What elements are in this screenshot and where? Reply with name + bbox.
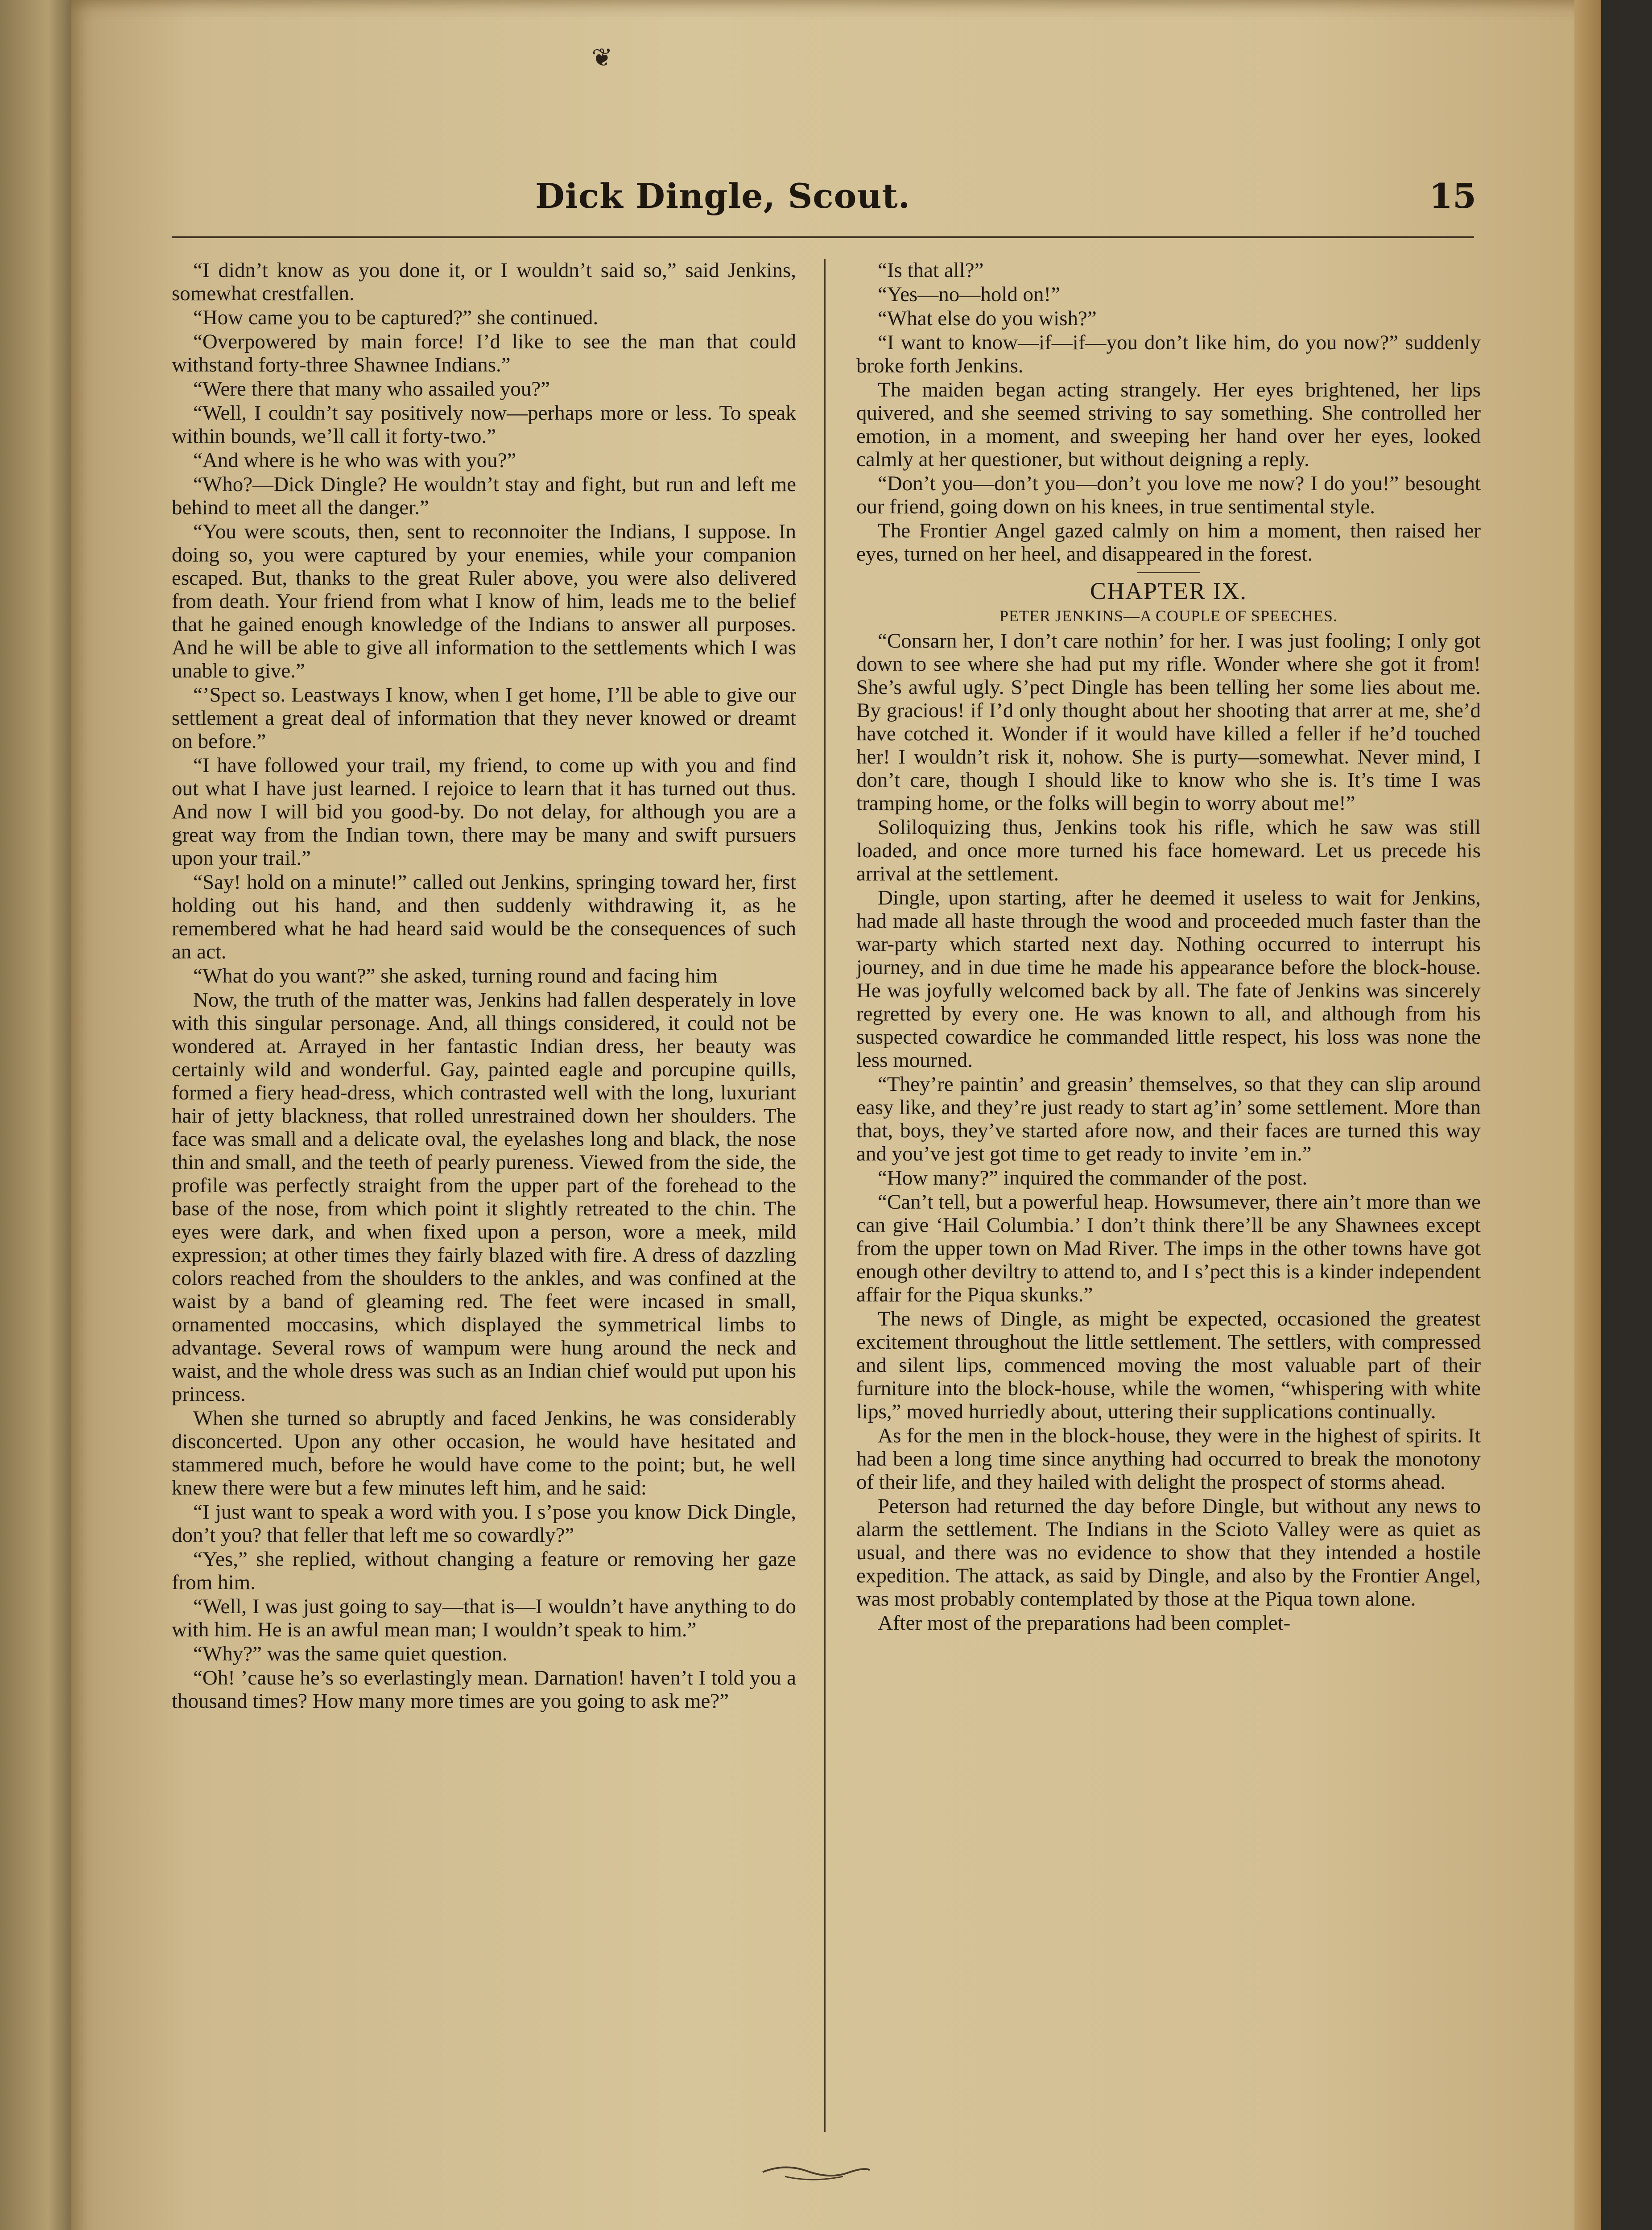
facing-page-edge (0, 0, 80, 2230)
paragraph: “I want to know—if—if—you don’t like him, do you now?” suddenly broke forth Jenkins. (856, 331, 1481, 377)
paragraph: “How many?” inquired the commander of the post. (878, 1166, 1308, 1189)
paragraph: “And where is he who was with you?” (193, 449, 516, 472)
paragraph: “I have followed your trail, my friend, to come up with you and find out what I have just learned. I rejoice to learn that it has turned out thus. And now I will bid you good-by. Do not delay, for although you are a great way from the Indian town, there may be many and swift pursuers upon your trail.” (172, 754, 796, 870)
paragraph: “Can’t tell, but a powerful heap. Howsumever, there ain’t more than we can give ‘Hail Columbia.’ I don’t think there’ll be any Shawnees except from the upper town on Mad River. The imps in the other towns have got enough other deviltry to attend to, and I s’pect this is a kinder independent affair for the Piqua skunks.” (856, 1190, 1481, 1306)
paragraph: The Frontier Angel gazed calmly on him a moment, then raised her eyes, turned on her heel, and disappeared in the forest. (856, 519, 1481, 566)
paragraph: “Overpowered by main force! I’d like to see the man that could withstand forty-three Shawnee Indians.” (172, 330, 796, 376)
paragraph: “Why?” was the same quiet question. (193, 1642, 508, 1665)
paragraph: When she turned so abruptly and faced Jenkins, he was considerably disconcerted. Upon any other occasion, he would have hesitated and stammered much, before he would have come to the point; but, he well knew there were but a few minutes left him, and he said: (172, 1407, 796, 1499)
page-trim-edge (1574, 0, 1601, 2230)
paragraph: Dingle, upon starting, after he deemed it useless to wait for Jenkins, had made all haste through the wood and proceeded much faster than the war-party which started next day. Nothing occurred to interrupt his journey, and in due time he made his appearance before the block-house. He was joyfully welcomed back by all. The fate of Jenkins was sincerely regretted by every one. He was known to all, and although from his suspected cowardice he commanded little respect, his loss was none the less mourned. (856, 886, 1481, 1072)
paragraph: “Well, I couldn’t say positively now—perhaps more or less. To speak within bounds, we’ll call it forty-two.” (172, 401, 796, 448)
top-ornament-icon: ❦ (591, 44, 613, 72)
paragraph: “I didn’t know as you done it, or I wouldn’t said so,” said Jenkins, somewhat crestfallen. (172, 259, 796, 305)
chapter-rule (1137, 572, 1200, 573)
paragraph: “What do you want?” she asked, turning round and facing him (193, 964, 718, 987)
paragraph: “’Spect so. Leastways I know, when I get home, I’ll be able to give our settlement a great deal of information that they never knowed or dreamt on before.” (172, 683, 796, 753)
column-divider (824, 259, 826, 2132)
paragraph: “Say! hold on a minute!” called out Jenkins, springing toward her, first holding out his hand, and then suddenly withdrawing it, as he remembered what he had heard said would be the consequences of such an act. (172, 871, 796, 963)
paragraph: Soliloquizing thus, Jenkins took his rifle, which he saw was still loaded, and once more turned his face homeward. Let us precede his arrival at the settlement. (856, 816, 1481, 885)
printer-mark-icon (758, 2159, 874, 2185)
paragraph: “Were there that many who assailed you?” (193, 377, 550, 401)
paragraph: “Don’t you—don’t you—don’t you love me now? I do you!” besought our friend, going down on his knees, in true sentimental style. (856, 472, 1481, 518)
running-title: Dick Dingle, Scout. (535, 176, 911, 216)
paragraph: Now, the truth of the matter was, Jenkins had fallen desperately in love with this singular personage. And, all things considered, it could not be wondered at. Arrayed in her fantastic Indian dress, her beauty was certainly wild and wonderful. Gay, painted eagle and porcupine quills, formed a fiery head-dress, which contrasted well with the long, luxuriant hair of jetty blackness, that rolled unrestrained down her shoulders. The face was small and a delicate oval, the eyelashes long and black, the nose thin and small, and the teeth of pearly pureness. Viewed from the side, the profile was perfectly straight from the upper part of the forehead to the base of the nose, from which point it slightly retreated to the chin. The eyes were dark, and when fixed upon a person, wore a meek, mild expression; at other times they fairly blazed with fire. A dress of dazzling colors reached from the shoulders to the ankles, and was confined at the waist by a band of gleaming red. The feet were incased in small, ornamented moccasins, which displayed the symmetrical limbs to advantage. Several rows of wampum were hung around the neck and waist, and the whole dress was such as an Indian chief would put upon his princess. (172, 988, 796, 1406)
paragraph: “They’re paintin’ and greasin’ themselves, so that they can slip around easy like, and they’re just ready to start ag’in’ some settlement. More than that, boys, they’ve started afore now, and their faces are turned this way and you’ve jest got time to get ready to invite ’em in.” (856, 1073, 1481, 1165)
right-column (856, 259, 1481, 2141)
header-rule (172, 236, 1474, 238)
left-column (172, 259, 796, 2141)
paragraph: “I just want to speak a word with you. I s’pose you know Dick Dingle, don’t you? that feller that left me so cowardly?” (172, 1500, 796, 1547)
paragraph: “Who?—Dick Dingle? He wouldn’t stay and fight, but run and left me behind to meet all the danger.” (172, 473, 796, 519)
paragraph: “Oh! ’cause he’s so everlastingly mean. Darnation! haven’t I told you a thousand times? How many more times are you going to ask me?” (172, 1666, 796, 1713)
paragraph: “What else do you wish?” (878, 307, 1097, 330)
paragraph: The news of Dingle, as might be expected, occasioned the greatest excitement throughout the little settlement. The settlers, with compressed and silent lips, commenced moving the most valuable part of their furniture into the block-house, while the women, “whispering with white lips,” moved hurriedly about, uttering their supplications continually. (856, 1307, 1481, 1423)
paragraph: The maiden began acting strangely. Her eyes brightened, her lips quivered, and she seemed striving to say something. She controlled her emotion, in a moment, and sweeping her hand over her eyes, looked calmly at her questioner, but without deigning a reply. (856, 378, 1481, 471)
chapter-heading: CHAPTER IX. (1090, 578, 1247, 604)
paragraph: As for the men in the block-house, they were in the highest of spirits. It had been a long time since anything had occurred to break the monotony of their life, and they hailed with delight the prospect of storms ahead. (856, 1424, 1481, 1494)
paragraph: “Well, I was just going to say—that is—I wouldn’t have anything to do with him. He is an awful mean man; I wouldn’t speak to him.” (172, 1595, 796, 1641)
paragraph: “Yes—no—hold on!” (878, 283, 1061, 306)
page-number: 15 (1429, 176, 1476, 216)
paragraph: Peterson had returned the day before Dingle, but without any news to alarm the settlement. The Indians in the Scioto Valley were as quiet as usual, and there was no evidence to show that they intended a hostile expedition. The attack, as said by Dingle, and also by the Frontier Angel, was most probably contemplated by those at the Piqua town alone. (856, 1495, 1481, 1611)
chapter-subtitle: PETER JENKINS—A COUPLE OF SPEECHES. (999, 607, 1338, 625)
paragraph: “Yes,” she replied, without changing a feature or removing her gaze from him. (172, 1548, 796, 1594)
paragraph: “How came you to be captured?” she continued. (193, 306, 599, 329)
paragraph: After most of the preparations had been complet- (878, 1611, 1291, 1635)
paragraph: “Consarn her, I don’t care nothin’ for her. I was just fooling; I only got down to see where she had put my rifle. Wonder where she got it from! She’s awful ugly. S’pect Dingle has been telling her some lies about me. By gracious! if I’d only thought about her shooting that arrer at me, she’d have cotched it. Wonder if it would have killed a feller if he’d touched her! I wouldn’t risk it, nohow. She is purty—somewhat. Never mind, I don’t care, though I should like to know who she is. It’s time I was tramping home, or the folks will begin to worry about me!” (856, 629, 1481, 815)
paragraph: “Is that all?” (878, 259, 984, 282)
paragraph: “You were scouts, then, sent to reconnoiter the Indians, I suppose. In doing so, you were captured by your enemies, while your companion escaped. But, thanks to the great Ruler above, you were also delivered from death. Your friend from what I know of him, leads me to the belief that he gained enough knowledge of the Indians to answer all purposes. And he will be able to give all information to the settlements which I was unable to give.” (172, 520, 796, 682)
